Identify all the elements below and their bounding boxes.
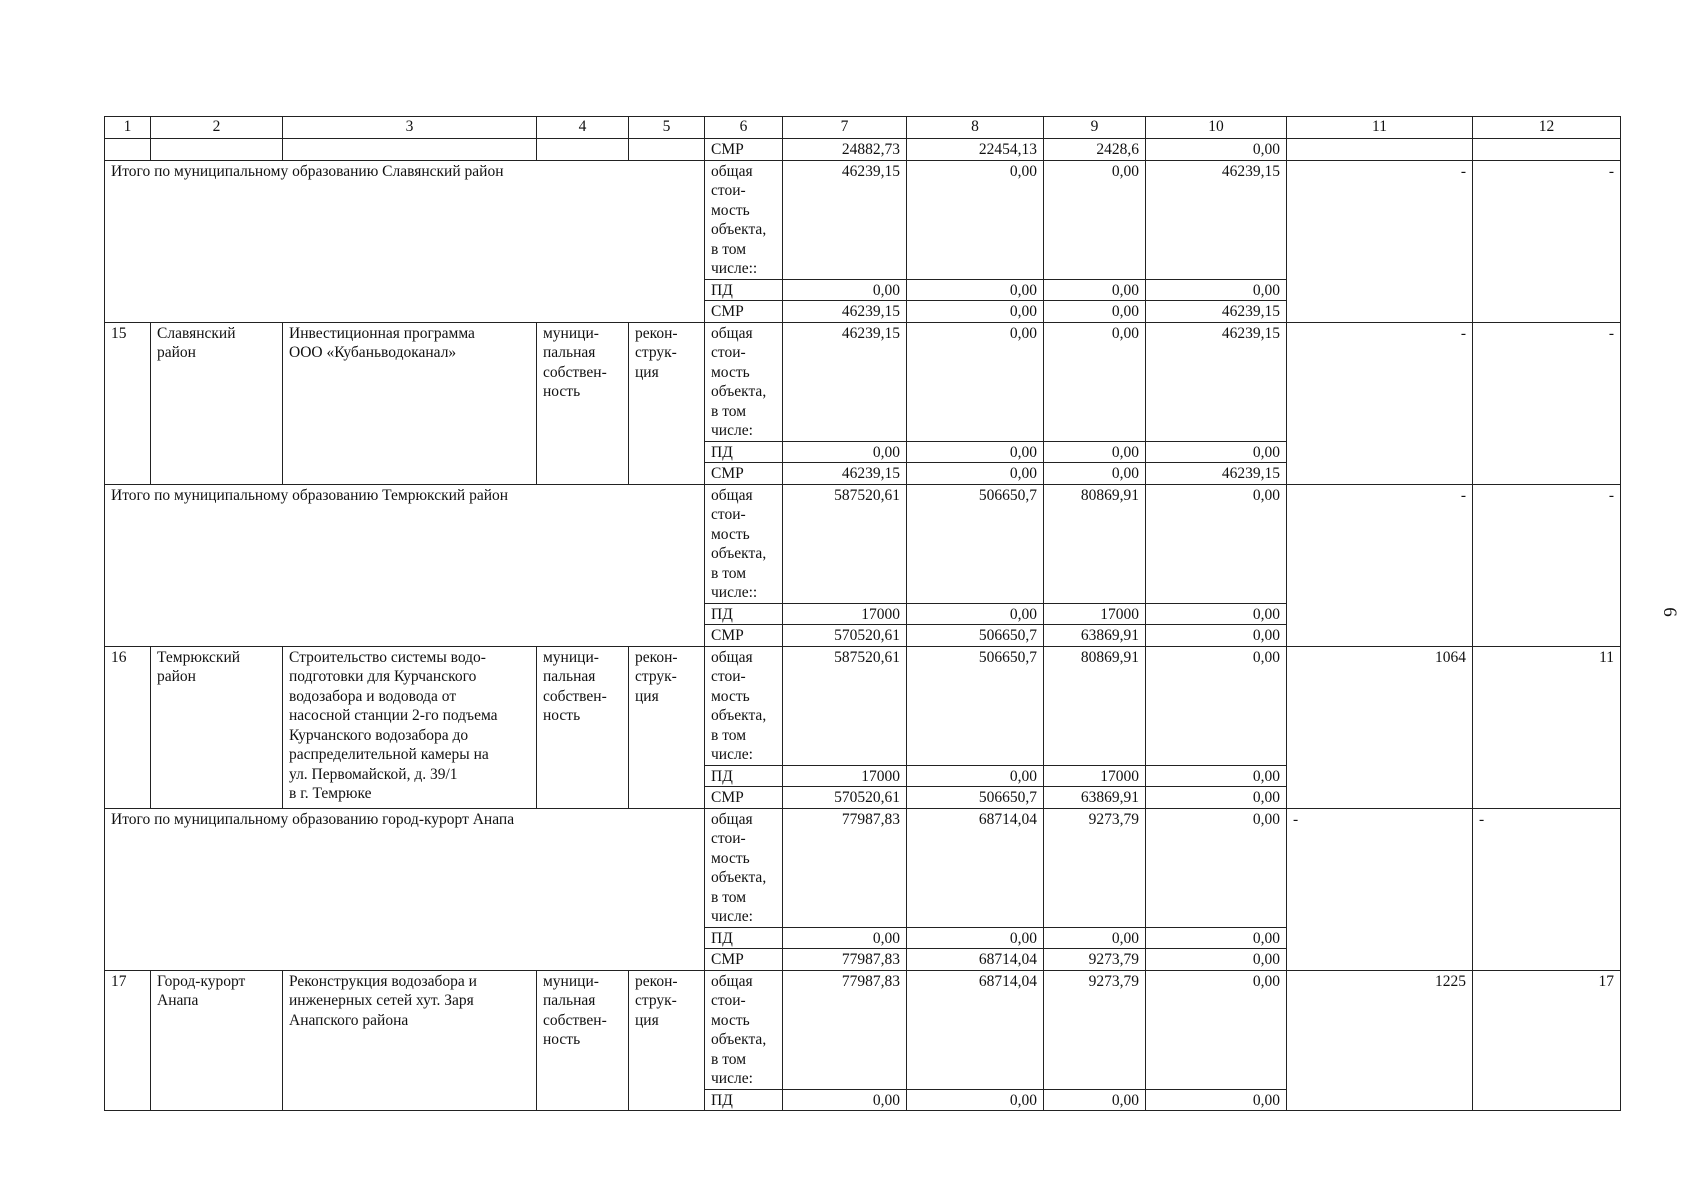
- row-label: ПД: [705, 603, 783, 625]
- value-cell: 80869,91: [1044, 646, 1146, 765]
- column-number: 3: [283, 117, 537, 139]
- value-cell: 24882,73: [783, 139, 907, 161]
- row-label: общая стои- мость объекта, в том числе::: [705, 484, 783, 603]
- column-number: 8: [907, 117, 1044, 139]
- value-cell: 17000: [1044, 603, 1146, 625]
- value-cell: 77987,83: [783, 949, 907, 971]
- value-cell: 0,00: [907, 160, 1044, 279]
- row-label: СМР: [705, 463, 783, 485]
- value-cell: -: [1473, 484, 1621, 646]
- value-cell: 0,00: [1146, 441, 1287, 463]
- value-cell: 0,00: [783, 927, 907, 949]
- item-row: [105, 646, 1621, 765]
- row-label: общая стои- мость объекта, в том числе:: [705, 646, 783, 765]
- row-label: ПД: [705, 279, 783, 301]
- value-cell: 77987,83: [783, 808, 907, 927]
- value-cell: 0,00: [1044, 927, 1146, 949]
- item-ownership: муници- пальная собствен- ность: [537, 970, 629, 1111]
- subtotal-row: [105, 160, 1621, 279]
- item-ownership: муници- пальная собствен- ность: [537, 322, 629, 484]
- value-cell: 9273,79: [1044, 949, 1146, 971]
- column-number: 2: [151, 117, 283, 139]
- value-cell: 0,00: [1146, 603, 1287, 625]
- item-district: Темрюкский район: [151, 646, 283, 808]
- empty-cell: [629, 139, 705, 161]
- value-cell: 68714,04: [907, 949, 1044, 971]
- item-number: 17: [105, 970, 151, 1111]
- row-label: СМР: [705, 625, 783, 647]
- value-cell: 46239,15: [1146, 463, 1287, 485]
- value-cell: 17000: [1044, 765, 1146, 787]
- value-cell: 0,00: [907, 463, 1044, 485]
- column-number: 7: [783, 117, 907, 139]
- value-cell: 46239,15: [783, 322, 907, 441]
- column-number: 10: [1146, 117, 1287, 139]
- value-cell: 0,00: [1044, 160, 1146, 279]
- value-cell: 0,00: [1044, 1089, 1146, 1111]
- value-cell: 46239,15: [783, 160, 907, 279]
- value-cell: 68714,04: [907, 970, 1044, 1089]
- value-cell: 0,00: [1146, 625, 1287, 647]
- row-label: ПД: [705, 765, 783, 787]
- empty-cell: [283, 139, 537, 161]
- value-cell: 46239,15: [1146, 322, 1287, 441]
- value-cell: 0,00: [1146, 484, 1287, 603]
- value-cell: 46239,15: [1146, 160, 1287, 279]
- value-cell: 9273,79: [1044, 808, 1146, 927]
- value-cell: 46239,15: [1146, 301, 1287, 323]
- value-cell: 0,00: [783, 441, 907, 463]
- value-cell: 17: [1473, 970, 1621, 1111]
- value-cell: 506650,7: [907, 787, 1044, 809]
- column-number: 12: [1473, 117, 1621, 139]
- value-cell: 0,00: [1146, 139, 1287, 161]
- row-label: общая стои- мость объекта, в том числе::: [705, 160, 783, 279]
- empty-cell: [1473, 139, 1621, 161]
- item-number: 16: [105, 646, 151, 808]
- value-cell: 0,00: [907, 279, 1044, 301]
- value-cell: 1064: [1287, 646, 1473, 808]
- value-cell: 0,00: [1146, 808, 1287, 927]
- item-name: Инвестиционная программа ООО «Кубаньводоканал»: [283, 322, 537, 484]
- value-cell: 1225: [1287, 970, 1473, 1111]
- value-cell: 0,00: [1044, 441, 1146, 463]
- value-cell: 46239,15: [783, 463, 907, 485]
- value-cell: 570520,61: [783, 625, 907, 647]
- row-label: ПД: [705, 441, 783, 463]
- item-work-type: рекон- струк- ция: [629, 970, 705, 1111]
- empty-cell: [151, 139, 283, 161]
- table-row: [105, 139, 1621, 161]
- column-number: 1: [105, 117, 151, 139]
- value-cell: 9273,79: [1044, 970, 1146, 1089]
- item-row: [105, 970, 1621, 1089]
- column-number: 4: [537, 117, 629, 139]
- empty-cell: [537, 139, 629, 161]
- value-cell: 80869,91: [1044, 484, 1146, 603]
- subtotal-title: Итого по муниципальному образованию Темрюкский район: [105, 484, 705, 646]
- value-cell: 63869,91: [1044, 625, 1146, 647]
- row-label: общая стои- мость объекта, в том числе:: [705, 322, 783, 441]
- column-number: 11: [1287, 117, 1473, 139]
- empty-cell: [105, 139, 151, 161]
- row-label: СМР: [705, 139, 783, 161]
- value-cell: 506650,7: [907, 484, 1044, 603]
- column-number: 5: [629, 117, 705, 139]
- row-label: СМР: [705, 301, 783, 323]
- value-cell: 22454,13: [907, 139, 1044, 161]
- value-cell: 0,00: [1044, 279, 1146, 301]
- value-cell: 0,00: [1146, 1089, 1287, 1111]
- value-cell: 2428,6: [1044, 139, 1146, 161]
- item-district: Город-курорт Анапа: [151, 970, 283, 1111]
- empty-cell: [1287, 139, 1473, 161]
- value-cell: 0,00: [783, 279, 907, 301]
- item-name: Реконструкция водозабора и инженерных сетей хут. Заря Анапского района: [283, 970, 537, 1111]
- value-cell: 0,00: [907, 765, 1044, 787]
- value-cell: 0,00: [907, 1089, 1044, 1111]
- column-number: 6: [705, 117, 783, 139]
- value-cell: 587520,61: [783, 646, 907, 765]
- row-label: общая стои- мость объекта, в том числе:: [705, 808, 783, 927]
- value-cell: 0,00: [907, 927, 1044, 949]
- value-cell: -: [1473, 322, 1621, 484]
- item-name: Строительство системы водо- подготовки для Курчанского водозабора и водовода от насосной станции 2-го подъема Курчанского водозабора до распределительной камеры на ул. Первомайской, д. 39/1 в г. Темрюке: [283, 646, 537, 808]
- item-ownership: муници- пальная собствен- ность: [537, 646, 629, 808]
- value-cell: 0,00: [1146, 927, 1287, 949]
- page-number: 6: [1658, 607, 1680, 617]
- subtotal-row: [105, 808, 1621, 927]
- value-cell: 570520,61: [783, 787, 907, 809]
- item-work-type: рекон- струк- ция: [629, 646, 705, 808]
- value-cell: 0,00: [1146, 279, 1287, 301]
- value-cell: 77987,83: [783, 970, 907, 1089]
- value-cell: 0,00: [907, 603, 1044, 625]
- value-cell: 0,00: [783, 1089, 907, 1111]
- value-cell: 0,00: [1146, 949, 1287, 971]
- column-number-row: [105, 117, 1621, 139]
- value-cell: -: [1473, 160, 1621, 322]
- value-cell: 587520,61: [783, 484, 907, 603]
- value-cell: 0,00: [1146, 787, 1287, 809]
- value-cell: 0,00: [1146, 646, 1287, 765]
- subtotal-title: Итого по муниципальному образованию Славянский район: [105, 160, 705, 322]
- value-cell: 0,00: [1146, 765, 1287, 787]
- row-label: ПД: [705, 927, 783, 949]
- value-cell: 63869,91: [1044, 787, 1146, 809]
- row-label: ПД: [705, 1089, 783, 1111]
- value-cell: 17000: [783, 603, 907, 625]
- row-label: СМР: [705, 949, 783, 971]
- column-number: 9: [1044, 117, 1146, 139]
- value-cell: 17000: [783, 765, 907, 787]
- item-district: Славянский район: [151, 322, 283, 484]
- value-cell: 0,00: [907, 322, 1044, 441]
- value-cell: 0,00: [907, 441, 1044, 463]
- value-cell: -: [1287, 484, 1473, 646]
- value-cell: -: [1287, 160, 1473, 322]
- value-cell: 506650,7: [907, 646, 1044, 765]
- value-cell: 46239,15: [783, 301, 907, 323]
- value-cell: 0,00: [1044, 301, 1146, 323]
- row-label: общая стои- мость объекта, в том числе:: [705, 970, 783, 1089]
- value-cell: -: [1473, 808, 1621, 970]
- value-cell: 0,00: [907, 301, 1044, 323]
- value-cell: 0,00: [1044, 322, 1146, 441]
- item-row: [105, 322, 1621, 441]
- value-cell: 0,00: [1146, 970, 1287, 1089]
- row-label: СМР: [705, 787, 783, 809]
- value-cell: 506650,7: [907, 625, 1044, 647]
- subtotal-title: Итого по муниципальному образованию город-курорт Анапа: [105, 808, 705, 970]
- value-cell: -: [1287, 322, 1473, 484]
- value-cell: 0,00: [1044, 463, 1146, 485]
- value-cell: 11: [1473, 646, 1621, 808]
- value-cell: -: [1287, 808, 1473, 970]
- subtotal-row: [105, 484, 1621, 603]
- value-cell: 68714,04: [907, 808, 1044, 927]
- investment-table: [104, 116, 1621, 1111]
- item-work-type: рекон- струк- ция: [629, 322, 705, 484]
- item-number: 15: [105, 322, 151, 484]
